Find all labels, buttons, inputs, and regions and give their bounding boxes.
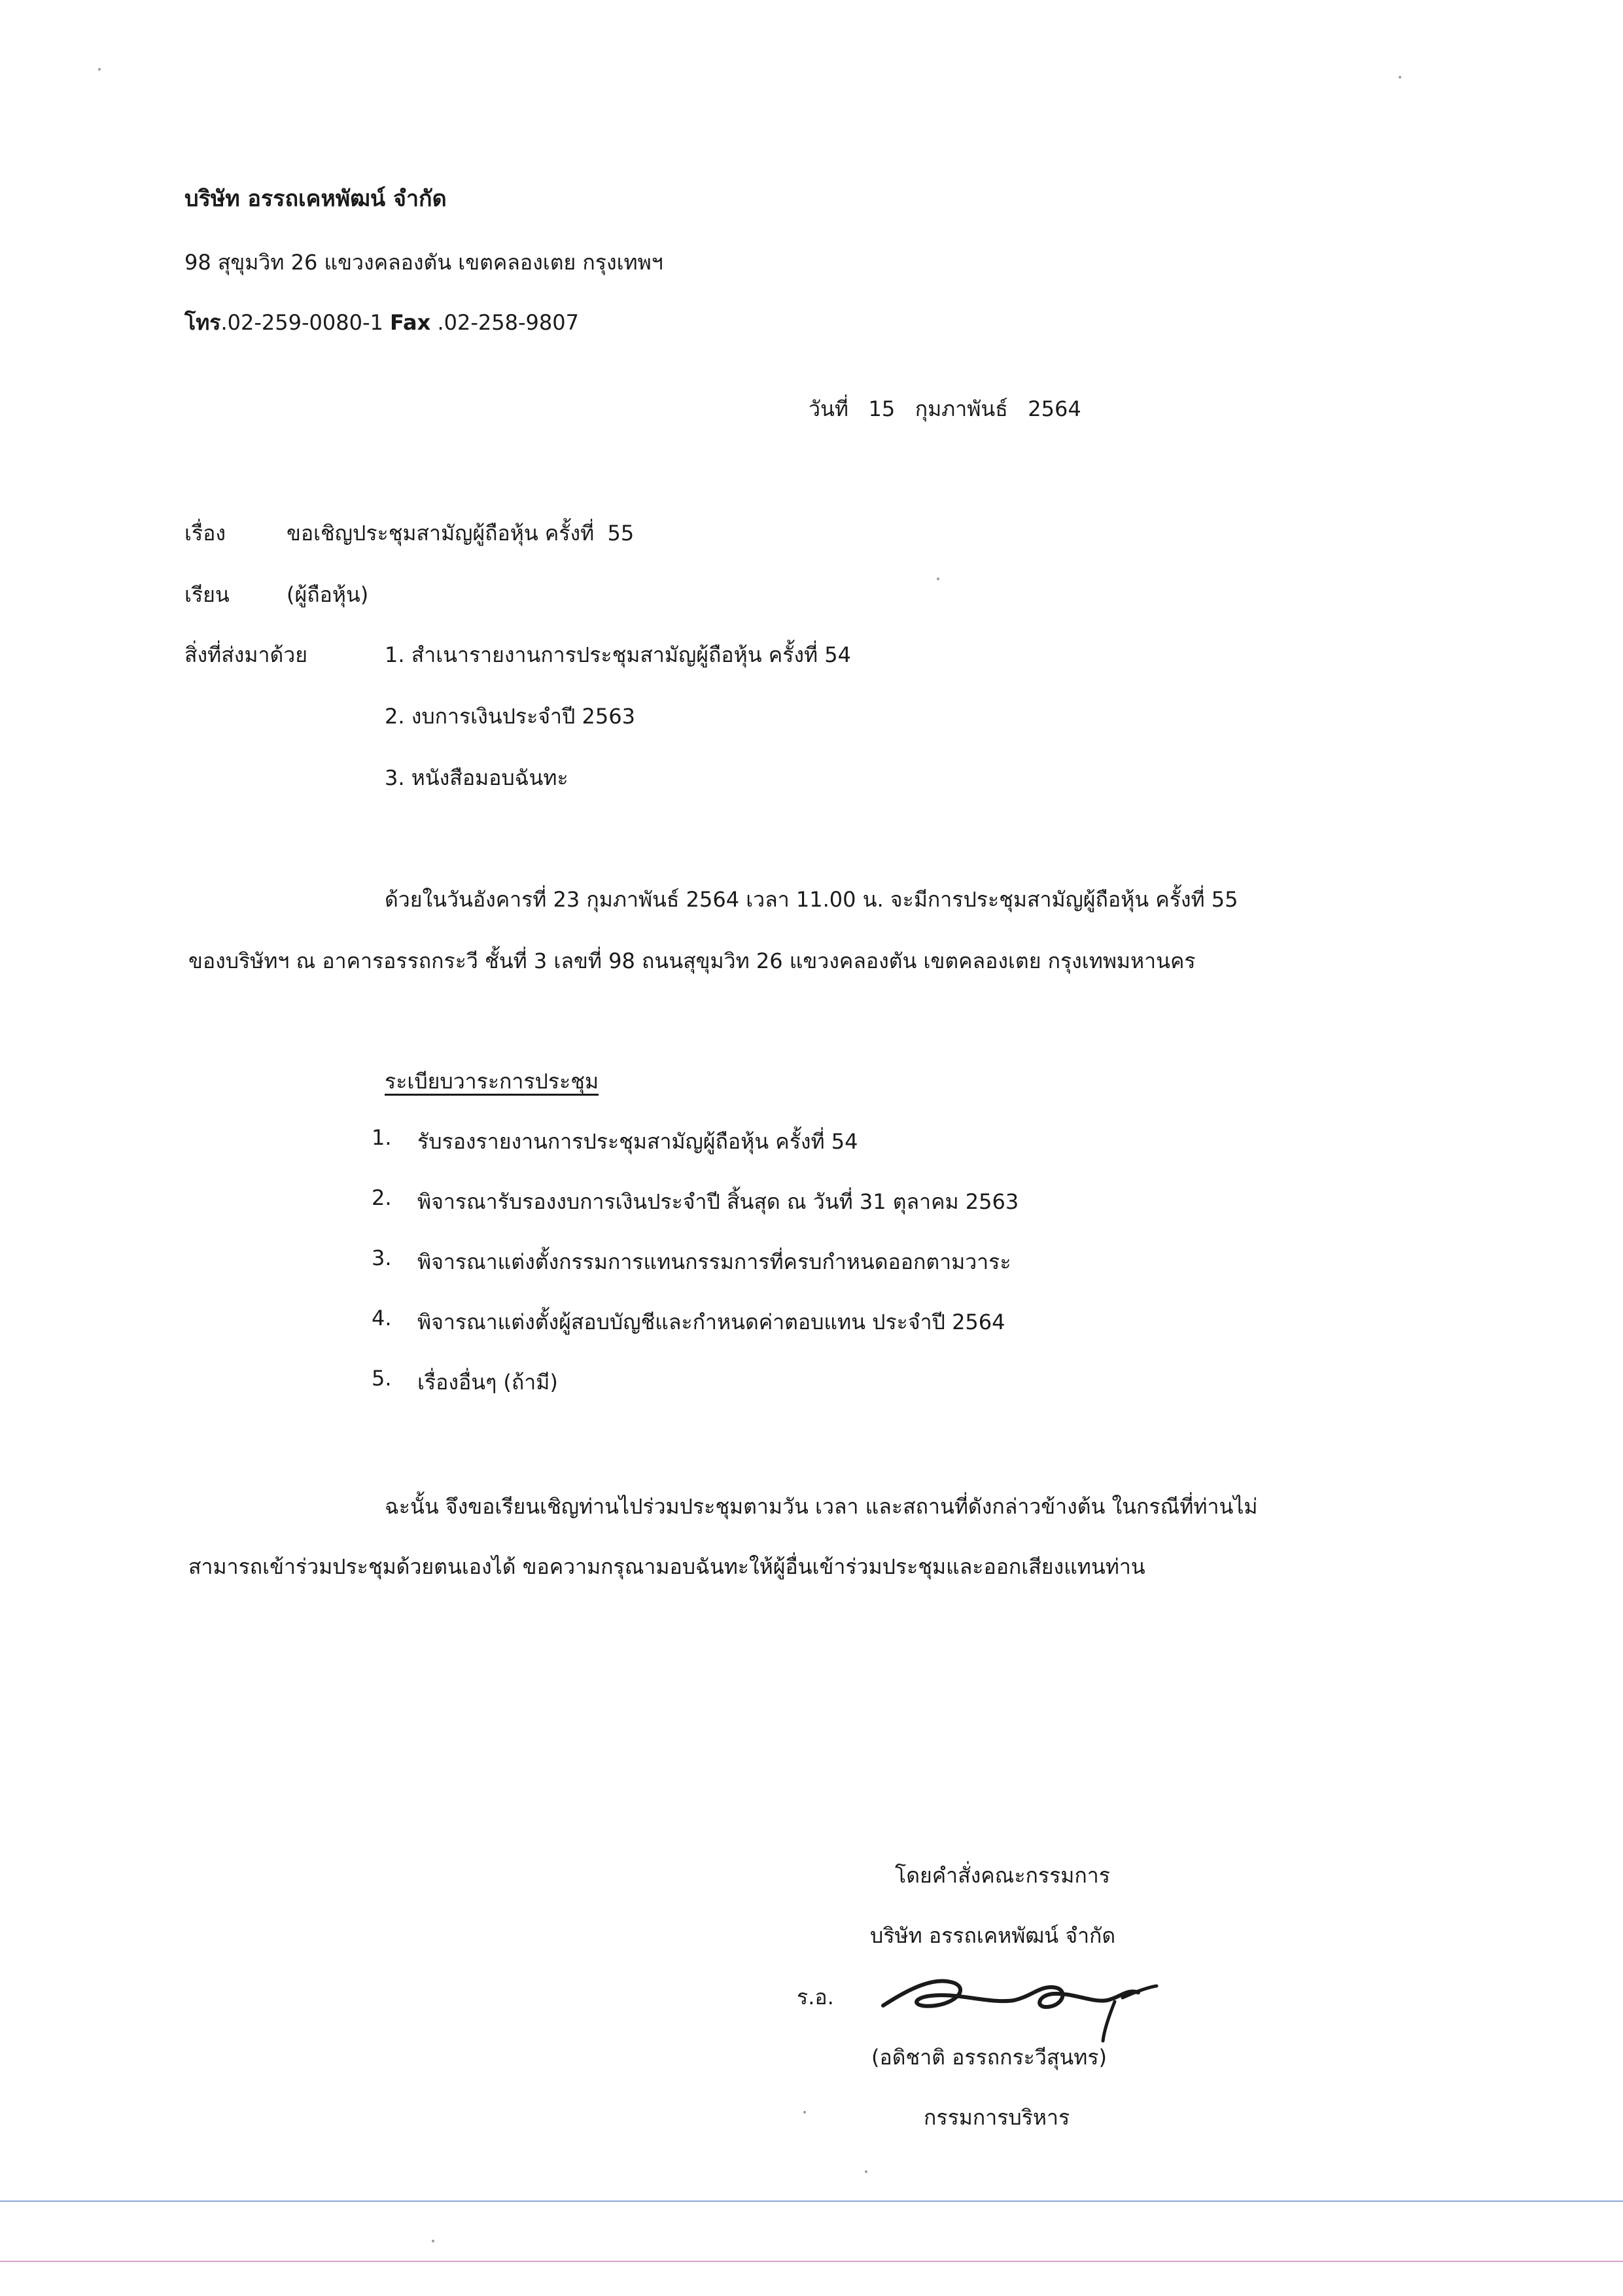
closing-line-2: สามารถเข้าร่วมประชุมด้วยตนเองได้ ขอความกรุณามอบฉันทะให้ผู้อื่นเข้าร่วมประชุมและออกเสียงแทนท่าน [188, 1554, 1145, 1579]
agenda-item-text: รับรองรายงานการประชุมสามัญผู้ถือหุ้น ครั้งที่ 54 [417, 1129, 858, 1154]
agenda-item-text: พิจารณาแต่งตั้งผู้สอบบัญชีและกำหนดค่าตอบแทน ประจำปี 2564 [417, 1310, 1005, 1334]
bottom-rule-blue [0, 2200, 1623, 2202]
tel-number: .02-259-0080-1 [220, 310, 383, 335]
scan-speck [803, 2111, 806, 2113]
signatory-position: กรรมการบริหาร [924, 2105, 1070, 2130]
subject-body: ขอเชิญประชุมสามัญผู้ถือหุ้น ครั้งที่ [287, 521, 595, 546]
signatory-rank: ร.อ. [797, 1985, 834, 2009]
bottom-rule-pink [0, 2261, 1623, 2262]
agenda-item-number: 3. [372, 1245, 392, 1270]
closing-line-1: ฉะนั้น จึงขอเรียนเชิญท่านไปร่วมประชุมตามวัน เวลา และสถานที่ดังกล่าวข้างต้น ในกรณีที่ท่านไม่ [385, 1494, 1258, 1519]
to-label: เรียน [184, 582, 230, 607]
enclosure-item: 1. สำเนารายงานการประชุมสามัญผู้ถือหุ้น ครั้งที่ 54 [385, 642, 851, 667]
company-name: บริษัท อรรถเคหพัฒน์ จำกัด [184, 186, 447, 212]
enclosure-item: 3. หนังสือมอบฉันทะ [385, 765, 568, 790]
scan-speck [98, 68, 101, 71]
agenda-item-text: เรื่องอื่นๆ (ถ้ามี) [417, 1370, 558, 1395]
scan-speck [432, 2240, 434, 2242]
agenda-item-number: 2. [372, 1185, 392, 1210]
fax-number: .02-258-9807 [437, 310, 579, 335]
body-line-2: ของบริษัทฯ ณ อาคารอรรถกระวี ชั้นที่ 3 เลขที่ 98 ถนนสุขุมวิท 26 แขวงคลองตัน เขตคลองเตย กรุงเทพมหานคร [188, 948, 1196, 973]
agenda-item-number: 4. [372, 1306, 392, 1331]
signature-company: บริษัท อรรถเคหพัฒน์ จำกัด [870, 1923, 1116, 1948]
by-order-of-board: โดยคำสั่งคณะกรรมการ [895, 1863, 1110, 1888]
agenda-item-number: 5. [372, 1366, 392, 1391]
signatory-name: (อดิชาติ อรรถกระวีสุนทร) [871, 2045, 1107, 2070]
subject-text [287, 517, 634, 550]
enclosure-item: 2. งบการเงินประจำปี 2563 [385, 704, 635, 729]
fax-label: Fax [390, 310, 431, 335]
tel-label: โทร [184, 310, 221, 335]
scan-speck [1399, 76, 1401, 78]
handwritten-signature [864, 1949, 1164, 2054]
agenda-item-text: พิจารณารับรองงบการเงินประจำปี สิ้นสุด ณ วันที่ 31 ตุลาคม 2563 [417, 1189, 1019, 1214]
company-contact [184, 306, 579, 339]
scan-speck [937, 578, 939, 580]
enclosures-label: สิ่งที่ส่งมาด้วย [184, 642, 307, 667]
subject-label: เรื่อง [184, 521, 226, 546]
subject-number: 55 [607, 521, 635, 546]
agenda-item-number: 1. [372, 1125, 392, 1150]
letter-date [809, 392, 1081, 426]
agenda-title: ระเบียบวาระการประชุม [385, 1069, 599, 1094]
scan-speck [865, 2170, 867, 2173]
date-year: 2564 [1028, 396, 1081, 421]
date-label: วันที่ [809, 396, 848, 421]
company-address: 98 สุขุมวิท 26 แขวงคลองตัน เขตคลองเตย กรุงเทพฯ [184, 250, 663, 275]
to-text: (ผู้ถือหุ้น) [287, 582, 369, 607]
date-day: 15 [868, 396, 896, 421]
date-month: กุมภาพันธ์ [915, 396, 1008, 421]
agenda-item-text: พิจารณาแต่งตั้งกรรมการแทนกรรมการที่ครบกำหนดออกตามวาระ [417, 1249, 1011, 1274]
body-line-1: ด้วยในวันอังคารที่ 23 กุมภาพันธ์ 2564 เวลา 11.00 น. จะมีการประชุมสามัญผู้ถือหุ้น ครั้งที่ 55 [385, 887, 1238, 912]
